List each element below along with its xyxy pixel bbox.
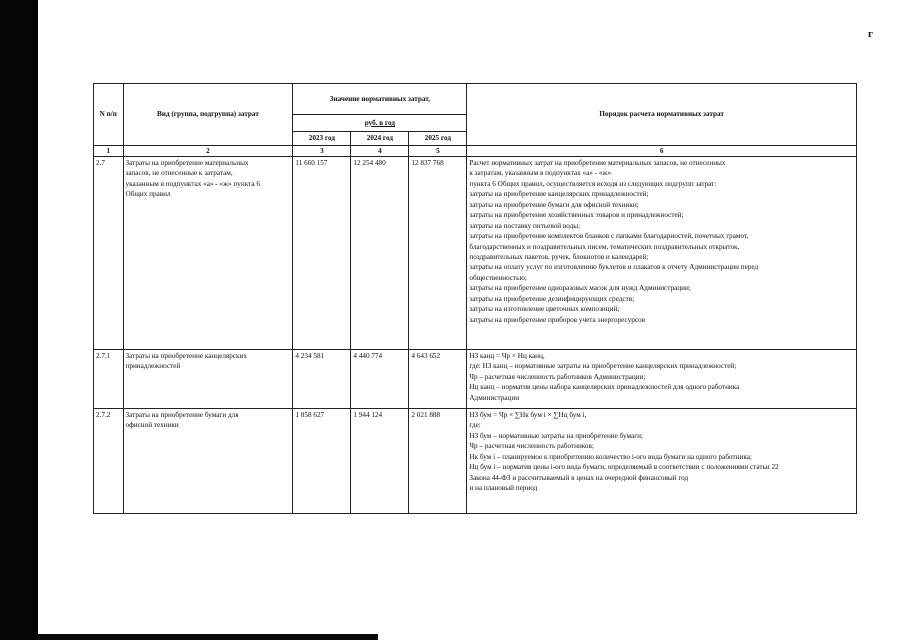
calc-order-line: затраты на приобретение хозяйственных товаров и принадлежностей; — [469, 211, 684, 220]
header-value-title: Значение нормативных затрат, — [293, 84, 467, 115]
row-value-2023: 4 234 581 — [293, 350, 351, 409]
header-num: N п/п — [94, 84, 124, 146]
cost-name-line: офисной техники — [125, 421, 179, 430]
calc-order-line: затраты на приобретение приборов учета энергоресурсов — [469, 315, 645, 324]
row-num: 2.7.1 — [94, 350, 124, 409]
calc-order-line: Чр – расчетная численность работников Администрации; — [469, 372, 646, 381]
row-cost-name — [123, 350, 293, 409]
scan-edge-left — [0, 0, 38, 640]
calc-order-line: к затратам, указанным в подпунктах «а» - «ж» — [469, 169, 612, 178]
row-value-2023: 11 660 157 — [293, 157, 351, 350]
cost-name-line: Затраты на приобретение материальных — [125, 159, 249, 167]
calc-order-line: НЗ канц = Чр × Нц канц, — [469, 352, 545, 360]
cost-name-line: запасов, не отнесенные к затратам, — [125, 169, 233, 178]
header-year-2025: 2025 год — [409, 132, 467, 146]
column-index: 1 — [94, 146, 124, 157]
calc-order-line: НЗ бум = Чр × ∑Нк бум i × ∑Нц бум i, — [469, 411, 587, 419]
calc-order-line: Закона 44-ФЗ и рассчитываемый в ценах на очередной финансовый год — [469, 473, 689, 482]
calc-order-line: поздравительных пакетов, ручек, блокнотов и календарей; — [469, 252, 649, 261]
column-index: 4 — [351, 146, 409, 157]
column-index: 6 — [467, 146, 857, 157]
calc-order-line: затраты на поставку питьевой воды; — [469, 221, 581, 230]
row-calc-order — [467, 157, 857, 350]
calc-order-line: затраты на приобретение дезинфицирующих средств; — [469, 294, 635, 303]
calc-order-line: Нк бум i – планируемое к приобретению количество i-ого вида бумаги на одного работника; — [469, 452, 752, 461]
table-row — [94, 157, 857, 350]
cost-name-line: Общих правил — [125, 190, 171, 199]
calc-order-line: где: НЗ канц – нормативные затраты на приобретение канцелярских принадлежностей; — [469, 362, 737, 371]
calc-order-line: где: — [469, 421, 481, 430]
row-value-2023: 1 858 627 — [293, 409, 351, 514]
row-value-2025: 12 837 768 — [409, 157, 467, 350]
row-value-2024: 1 944 124 — [351, 409, 409, 514]
calc-order-line: пункта 6 Общих правил, осуществляется исходя из следующих подгрупп затрат: — [469, 179, 717, 188]
row-value-2024: 12 254 480 — [351, 157, 409, 350]
row-cost-name — [123, 409, 293, 514]
calc-order-line: затраты на приобретение комплектов бланков с папками благодарностей, почетных грамот, — [469, 232, 749, 241]
calc-order-line: Расчет нормативных затрат на приобретение материальных запасов, не отнесенных — [469, 159, 726, 167]
calc-order-line: и на плановый период — [469, 484, 538, 493]
normative-costs-table — [93, 83, 857, 514]
header-cost-type: Вид (группа, подгруппа) затрат — [123, 84, 293, 146]
calc-order-line: затраты на приобретение бумаги для офисной техники; — [469, 200, 639, 209]
header-calc-order: Порядок расчета нормативных затрат — [467, 84, 857, 146]
cost-name-line: принадлежностей — [125, 362, 181, 371]
row-value-2024: 4 440 774 — [351, 350, 409, 409]
calc-order-line: Чр – расчетная численность работников; — [469, 442, 594, 451]
cost-name-line: Затраты на приобретение канцелярских — [125, 352, 247, 360]
calc-order-line: общественностью; — [469, 273, 527, 282]
header-year-2023: 2023 год — [293, 132, 351, 146]
column-index: 2 — [123, 146, 293, 157]
header-value-unit: руб. в год — [293, 115, 467, 132]
calc-order-line: благодарственных и поздравительных писем, тематических поздравительных открыток, — [469, 242, 740, 251]
row-calc-order — [467, 409, 857, 514]
calc-order-line: Администрации — [469, 393, 520, 402]
row-calc-order — [467, 350, 857, 409]
row-value-2025: 4 643 652 — [409, 350, 467, 409]
column-index: 3 — [293, 146, 351, 157]
calc-order-line: затраты на оплату услуг по изготовлению буклетов и плакатов к отчету Администрации перед — [469, 263, 759, 272]
table-row — [94, 409, 857, 514]
cost-name-line: указанным в подпунктах «а» - «ж» пункта 6 — [125, 179, 260, 188]
header-year-2024: 2024 год — [351, 132, 409, 146]
calc-order-line: затраты на приобретение канцелярских принадлежностей; — [469, 190, 649, 199]
page-mark: г — [868, 28, 873, 40]
cost-name-line: Затраты на приобретение бумаги для — [125, 411, 239, 419]
row-num: 2.7 — [94, 157, 124, 350]
table-row — [94, 350, 857, 409]
column-index: 5 — [409, 146, 467, 157]
calc-order-line: Нц бум i – норматив цены i-ого вида бумаги, определяемый в соответствии с положениями статьи 22 — [469, 463, 779, 472]
row-num: 2.7.2 — [94, 409, 124, 514]
calc-order-line: затраты на изготовление цветочных композиций; — [469, 305, 620, 314]
scan-edge-bottom — [38, 634, 378, 640]
row-cost-name — [123, 157, 293, 350]
row-value-2025: 2 021 888 — [409, 409, 467, 514]
calc-order-line: НЗ бум – нормативные затраты на приобретение бумаги; — [469, 431, 644, 440]
calc-order-line: затраты на приобретение одноразовых масок для нужд Администрации; — [469, 284, 691, 293]
calc-order-line: Нц канц – норматив цены набора канцелярских принадлежностей для одного работника — [469, 383, 740, 392]
